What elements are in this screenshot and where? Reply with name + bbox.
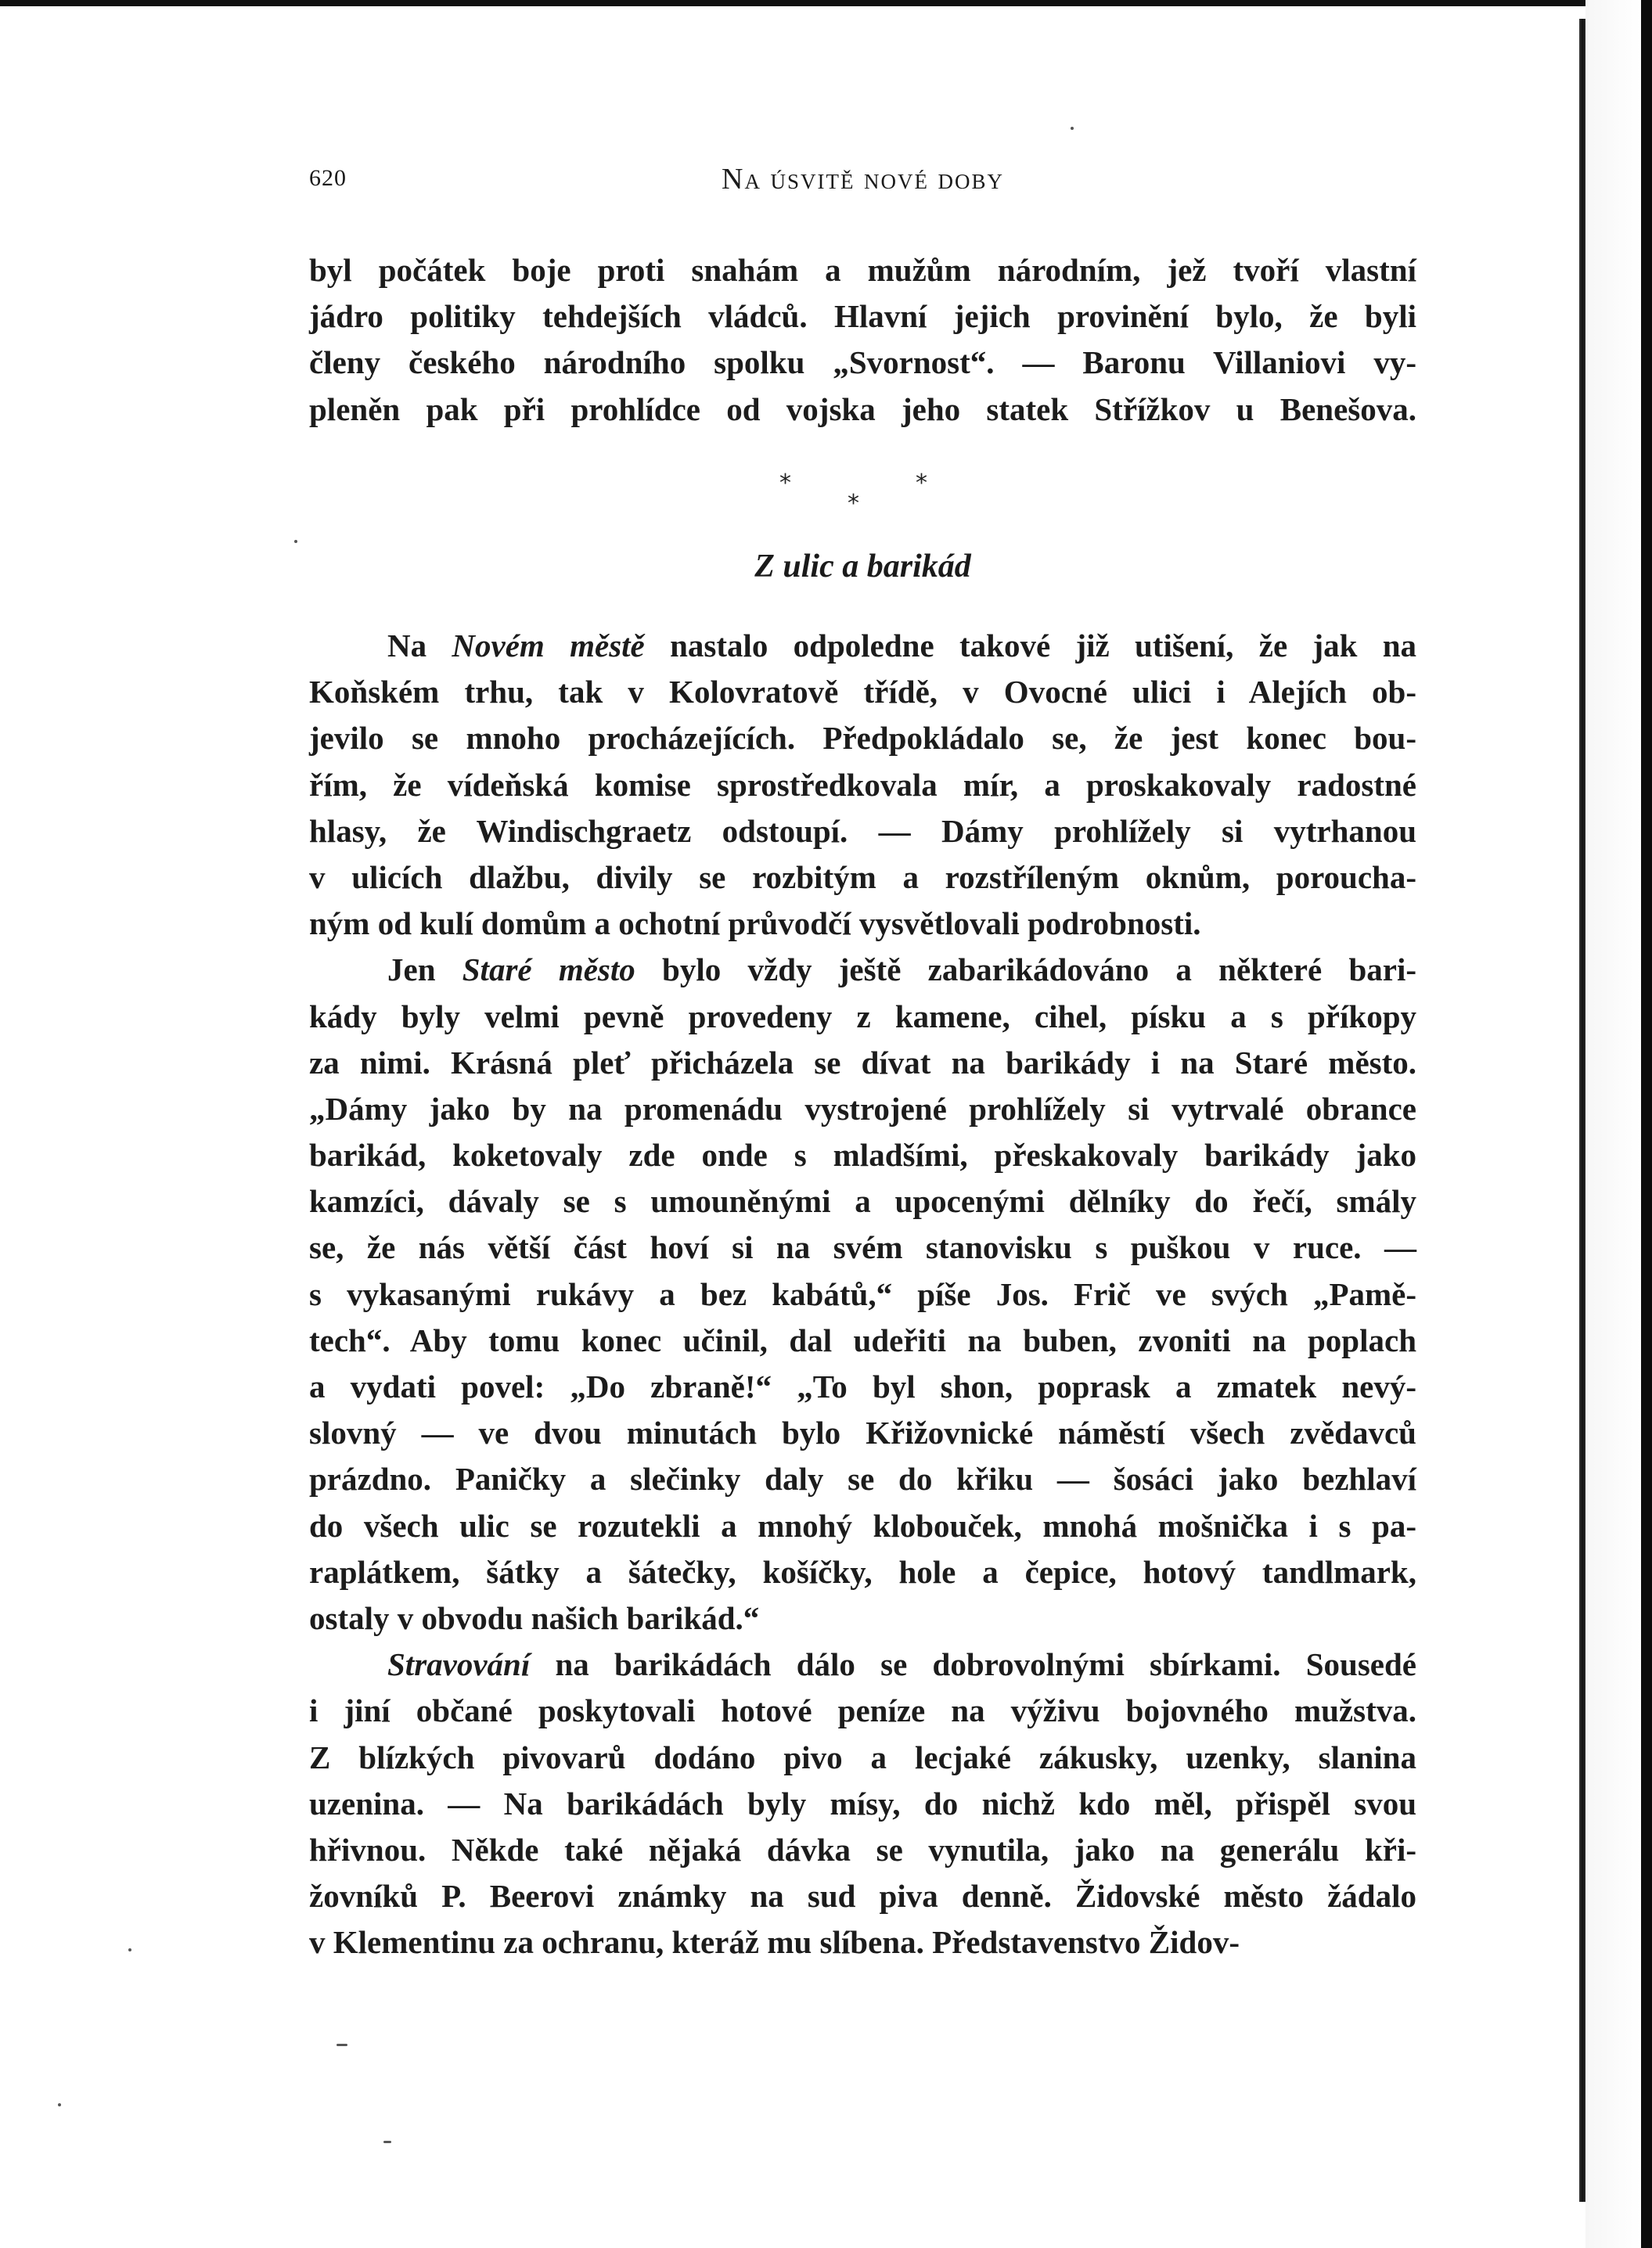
scan-speck xyxy=(337,2044,347,2046)
text-line: řím, že vídeňská komise sprostředkovala mír, a proskakovaly radostné xyxy=(309,766,1416,803)
section-heading: Z ulic a barikád xyxy=(754,549,971,584)
text-line: do všech ulic se rozutekli a mnohý klobouček, mnohá mošnička i s pa- xyxy=(309,1507,1416,1544)
text-line: jevilo se mnoho procházejících. Předpokládalo se, že jest konec bou- xyxy=(309,720,1416,757)
scan-speck xyxy=(58,2103,61,2106)
text-line: slovný — ve dvou minutách bylo Křižovnické náměstí všech zvědavců xyxy=(309,1415,1416,1451)
text-line: barikád, koketovaly zde onde s mladšími, přeskakovaly barikády jako xyxy=(309,1137,1416,1174)
text-line: ostaly v obvodu našich barikád.“ xyxy=(309,1599,760,1636)
paragraph xyxy=(309,1642,1416,1966)
text-line: v ulicích dlažbu, divily se rozbitým a rozstříleným oknům, porouchа- xyxy=(309,858,1416,895)
scan-border-right xyxy=(1641,0,1652,2248)
text-line: žovníků P. Beerovi známky na sud piva denně. Židovské město žádalo xyxy=(309,1878,1416,1915)
book-edge xyxy=(1579,19,1585,2202)
page-margin-shadow xyxy=(1585,0,1641,2248)
text-line: pleněn pak při prohlídce od vojska jeho statek Střížkov u Benešova. xyxy=(309,390,1416,427)
text-line: byl počátek boje proti snahám a mužům národním, jež tvoří vlastní xyxy=(309,252,1416,288)
scan-speck xyxy=(128,1948,131,1951)
paragraph xyxy=(309,947,1416,1642)
text-line: jádro politiky tehdejších vládců. Hlavní jejich provinění bylo, že byli xyxy=(309,298,1416,335)
text-run: na barikádách dálo se dobrovolnými sbírkami. Sousedé xyxy=(530,1646,1416,1683)
paragraph xyxy=(309,623,1416,947)
text-line: se, že nás větší část hoví si na svém stanovisku s puškou v ruce. — xyxy=(309,1229,1416,1266)
text-line: hlasy, že Windischgraetz odstoupí. — Dámy prohlížely si vytrhanou xyxy=(309,812,1416,849)
text-line: i jiní občané poskytovali hotové peníze na výživu bojovného mužstva. xyxy=(309,1692,1416,1729)
emphasis: Novém městě xyxy=(452,628,645,664)
scan-border-top xyxy=(0,0,1652,6)
text-run: nastalo odpoledne takové již utišení, že jak na xyxy=(644,628,1417,664)
text-line xyxy=(309,1642,1416,1688)
continuation-paragraph xyxy=(309,247,1416,433)
section-body xyxy=(309,623,1416,1966)
scan-speck xyxy=(294,540,297,543)
text-line: prázdno. Paničky a slečinky daly se do křiku — šosáci jako bezhlaví xyxy=(309,1461,1416,1498)
text-line xyxy=(309,947,1416,993)
text-line: kády byly velmi pevně provedeny z kamene, cihel, písku a s příkopy xyxy=(309,998,1416,1034)
text-line: za nimi. Krásná pleť přicházela se dívat na barikády i na Staré město. xyxy=(309,1044,1416,1081)
text-line: v Klementinu za ochranu, kteráž mu slíbena. Představenstvo Židov- xyxy=(309,1924,1240,1961)
text-run: bylo vždy ještě zabarikádováno a některé bari- xyxy=(635,951,1416,988)
scan-speck xyxy=(383,2141,391,2143)
text-run: Na xyxy=(387,628,452,664)
separator-star: * xyxy=(848,490,859,517)
text-line: hřivnou. Někde také nějaká dávka se vynutila, jako na generálu kři- xyxy=(309,1831,1416,1868)
text-line: kamzíci, dávaly se s umouněnými a upocenými dělníky do řečí, smály xyxy=(309,1183,1416,1220)
text-line: členy českého národního spolku „Svornost“. — Baronu Villaniovi vy- xyxy=(309,344,1416,381)
text-line: Koňském trhu, tak v Kolovratově třídě, v Ovocné ulici i Alejích ob- xyxy=(309,674,1416,710)
scan-speck xyxy=(1071,127,1074,130)
text-line: a vydati povel: „Do zbraně!“ „To byl shon, poprask a zmatek nevý- xyxy=(309,1369,1416,1405)
text-line: ným od kulí domům a ochotní průvodčí vysvětlovali podrobnosti. xyxy=(309,905,1201,942)
text-line: uzenina. — Na barikádách byly mísy, do nichž kdo měl, přispěl svou xyxy=(309,1785,1416,1822)
text-line: raplátkem, šátky a šátečky, košíčky, hole a čepice, hotový tandlmark, xyxy=(309,1553,1416,1590)
text-line: Z blízkých pivovarů dodáno pivo a lecjaké zákusky, uzenky, slanina xyxy=(309,1739,1416,1775)
text-run: Jen xyxy=(387,951,462,988)
emphasis: Staré město xyxy=(462,951,635,988)
separator-star: * xyxy=(916,469,927,497)
text-line: tech“. Aby tomu konec učinil, dal udeřiti na buben, zvoniti na poplach xyxy=(309,1322,1416,1358)
text-line: „Dámy jako by na promenádu vystrojené prohlížely si vytrvalé obrance xyxy=(309,1090,1416,1127)
text-line xyxy=(309,623,1416,669)
separator-star: * xyxy=(779,469,791,497)
running-title: Na úsvitě nové doby xyxy=(722,163,1004,196)
page-number: 620 xyxy=(309,165,347,191)
emphasis: Stravování xyxy=(387,1646,531,1683)
section-separator xyxy=(767,469,939,524)
page-header xyxy=(309,160,1416,207)
text-line: s vykasanými rukávy a bez kabátů,“ píše Jos. Frič ve svých „Pamě- xyxy=(309,1275,1416,1312)
